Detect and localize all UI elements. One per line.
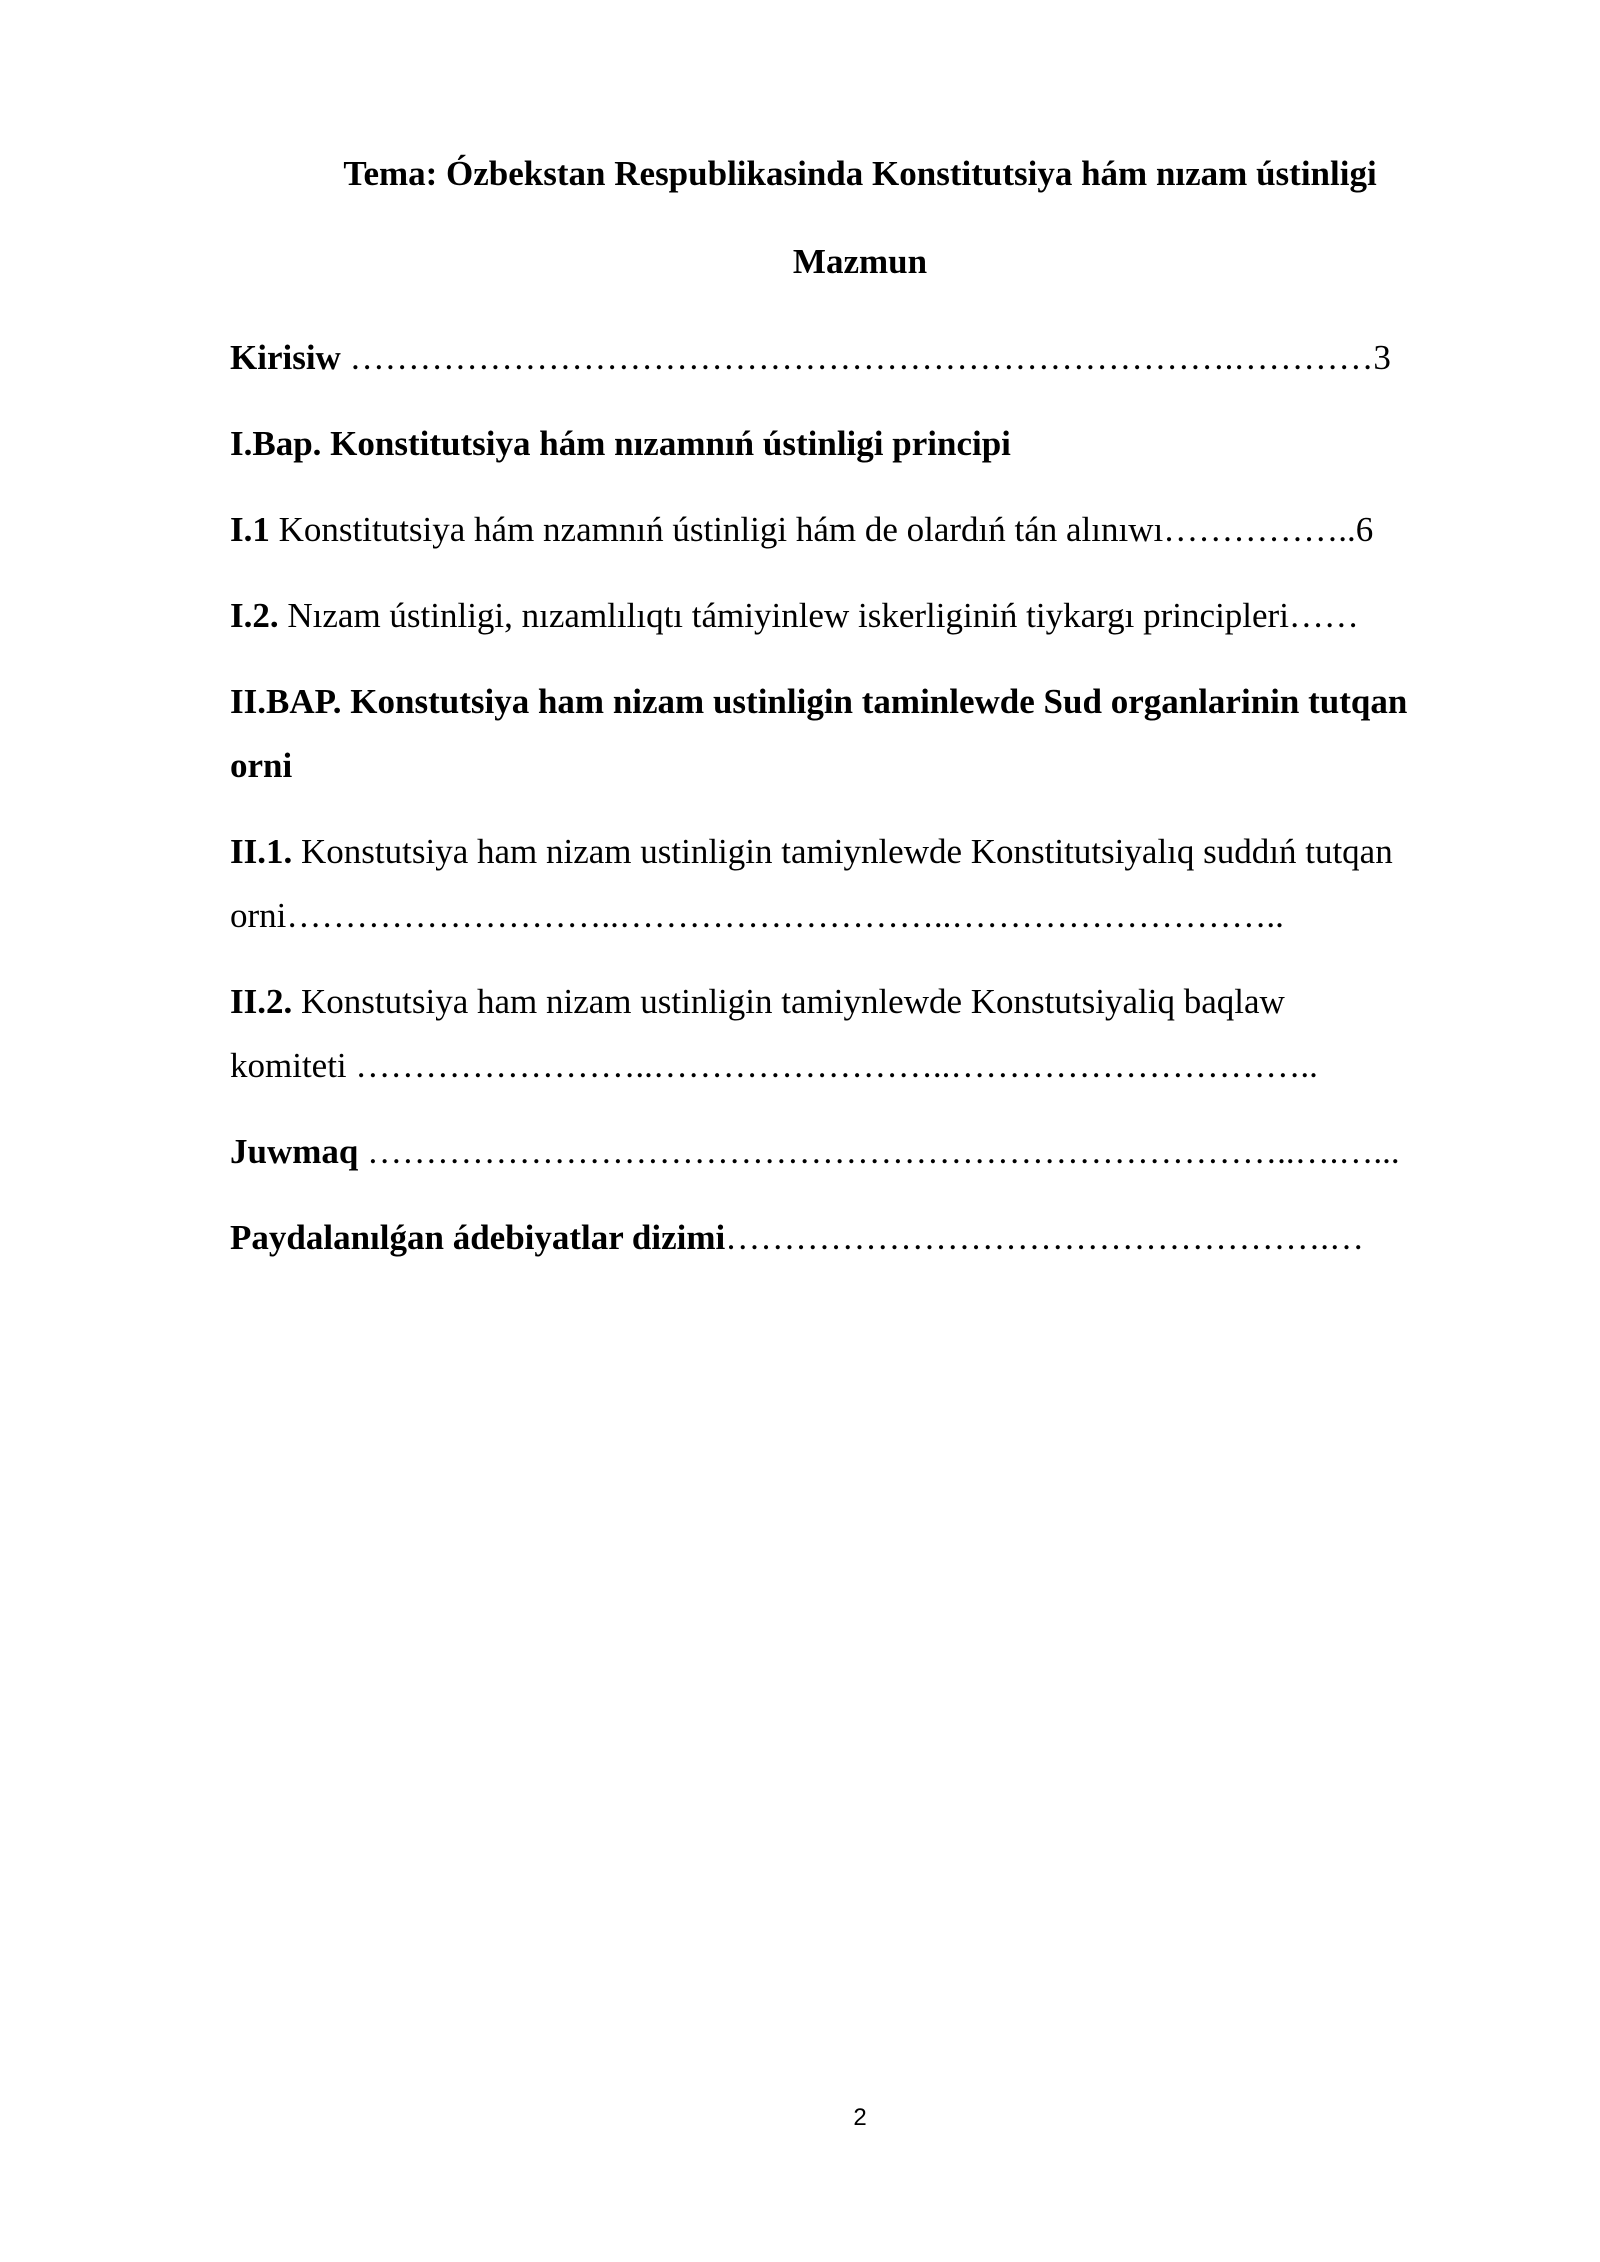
toc-entry-line-2: komiteti ……………………..……………………..………………………….. [230, 1046, 1318, 1085]
document-title: Tema: Ózbekstan Respublikasinda Konstitutsiya hám nızam ústinligi [343, 154, 1377, 193]
toc-entry-section-1-1 [230, 498, 1500, 562]
toc-entry-label-line-1: II.BAP. Konstutsiya ham nizam ustinligin taminlewde Sud organlarinin tutqan [230, 682, 1408, 721]
toc-entry-leader: …………………………………………….… [725, 1218, 1364, 1257]
toc-entry-label: Juwmaq [230, 1132, 359, 1171]
toc-entry-intro [230, 326, 1500, 390]
toc-entry-references [230, 1206, 1500, 1270]
toc-entry-chapter-2 [230, 670, 1500, 798]
toc-entry-leader: ……………………………………………………………………..….…... [358, 1132, 1400, 1171]
toc-entry-label-line-2: orni [230, 746, 293, 785]
toc-entry-number: I.1 [230, 510, 270, 549]
toc-entry-text: Konstutsiya ham nizam ustinligin tamiynlewde Konstutsiyaliq baqlaw [292, 982, 1285, 1021]
toc-entry-section-2-2 [230, 970, 1500, 1098]
toc-entry-conclusion [230, 1120, 1500, 1184]
toc-entry-section-1-2 [230, 584, 1500, 648]
toc-entry-number: II.2. [230, 982, 293, 1021]
toc-entry-text: Konstitutsiya hám nzamnıń ústinligi hám de olardıń tán alınıwı……………..6 [269, 510, 1374, 549]
toc-entry-section-2-1 [230, 820, 1500, 948]
toc-entry-text: Nızam ústinligi, nızamlılıqtı támiyinlew iskerliginiń tiykargı principleri…… [278, 596, 1359, 635]
toc-entry-label: I.Bap. Konstitutsiya hám nızamnıń ústinligi principi [230, 424, 1011, 463]
toc-entry-line-2: orni………………………..………………………..……………………….. [230, 896, 1284, 935]
toc-entry-line-1 [230, 820, 1500, 884]
table-of-contents [230, 326, 1500, 1292]
toc-entry-leader: ………………………………………………………………….…………3 [340, 338, 1391, 377]
toc-entry-label: Kirisiw [230, 338, 341, 377]
toc-entry-number: II.1. [230, 832, 293, 871]
toc-entry-text: Konstutsiya ham nizam ustinligin tamiynlewde Konstitutsiyalıq suddıń tutqan [292, 832, 1393, 871]
toc-entry-chapter-1 [230, 412, 1500, 476]
toc-entry-label: Paydalanılǵan ádebiyatlar dizimi [230, 1218, 726, 1257]
toc-entry-number: I.2. [230, 596, 279, 635]
page-number: 2 [853, 2104, 867, 2131]
toc-heading: Mazmun [792, 242, 928, 281]
toc-entry-line-1 [230, 970, 1500, 1034]
